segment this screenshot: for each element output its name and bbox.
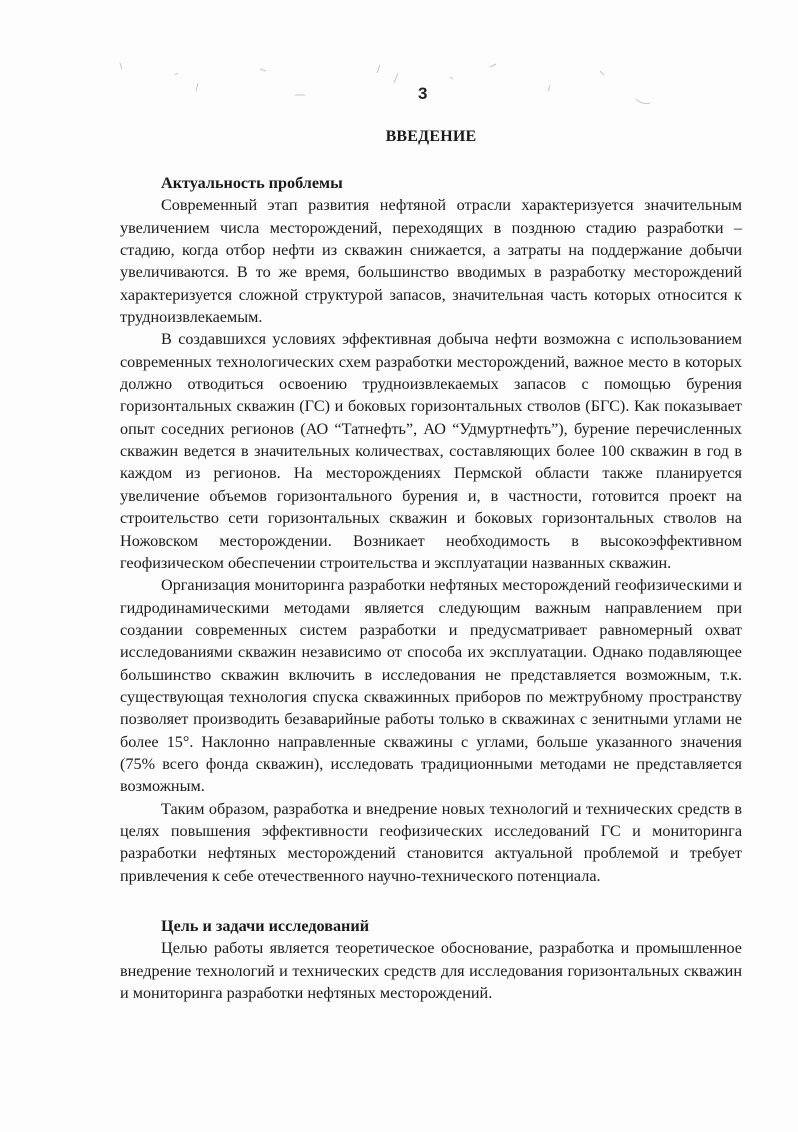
paragraph: Современный этап развития нефтяной отрасли характеризуется значительным увеличением числа месторождений, переходящих в позднюю стадию разработки – стадию, когда отбор нефти из скважин снижается, а затраты на поддержание добычи увеличиваются. В то же время, большинство вводимых в разработку месторождений характеризуется сложной структурой запасов, значительная часть которых относится к трудноизвлекаемым. [120, 196, 742, 327]
paragraph: Целью работы является теоретическое обоснование, разработка и промышленное внедрение технологий и технических средств для исследования горизонтальных скважин и мониторинга разработки нефтяных месторождений. [120, 939, 742, 1003]
paragraph: Таким образом, разработка и внедрение новых технологий и технических средств в целях повышения эффективности геофизических исследований ГС и мониторинга разработки нефтяных месторождений становится актуальной проблемой и требует привлечения к себе отечественного научно-технического потенциала. [120, 799, 742, 885]
page-title: ВВЕДЕНИЕ [385, 128, 477, 145]
section-spacer [120, 887, 742, 915]
paragraph: Организация мониторинга разработки нефтяных месторождений геофизическими и гидродинамическими методами является следующим важным направлением при создании современных систем разработки и предусматривает равномерный охват исследованиями скважин независимо от способа их эксплуатации. Однако подавляющее большинство скважин включить в исследования не представляется возможным, т.к. существующая технология спуска скважинных приборов по межтрубному пространству позволяет производить безаварийные работы только в скважинах с зенитными углами не более 15°. Наклонно направленные скважины с углами, больше указанного значения (75% всего фонда скважин), исследовать традиционными методами не представляется возможным. [120, 576, 742, 796]
paragraph: В создавшихся условиях эффективная добыча нефти возможна с использованием современных технологических схем разработки месторождений, важное место в которых должно отводиться освоению трудноизвлекаемых запасов с помощью бурения горизонтальных скважин (ГС) и боковых горизонтальных стволов (БГС). Как показывает опыт соседних регионов (АО “Татнефть”, АО “Удмуртнефть”), бурение перечисленных скважин ведется в значительных количествах, составляющих более 100 скважин в год в каждом из регионов. На месторождениях Пермской области также планируется увеличение объемов горизонтального бурения и, в частности, готовится проект на строительство сети горизонтальных скважин и боковых горизонтальных стволов на Ножовском месторождении. Возникает необходимость в высокоэффективном геофизическом обеспечении строительства и эксплуатации названных скважин. [120, 330, 742, 572]
section-heading-goals: Цель и задачи исследований [161, 917, 370, 935]
document-body [120, 172, 742, 1004]
page-number: 3 [418, 84, 428, 103]
scan-artifacts [80, 55, 680, 115]
section-heading-relevance: Актуальность проблемы [161, 174, 343, 192]
